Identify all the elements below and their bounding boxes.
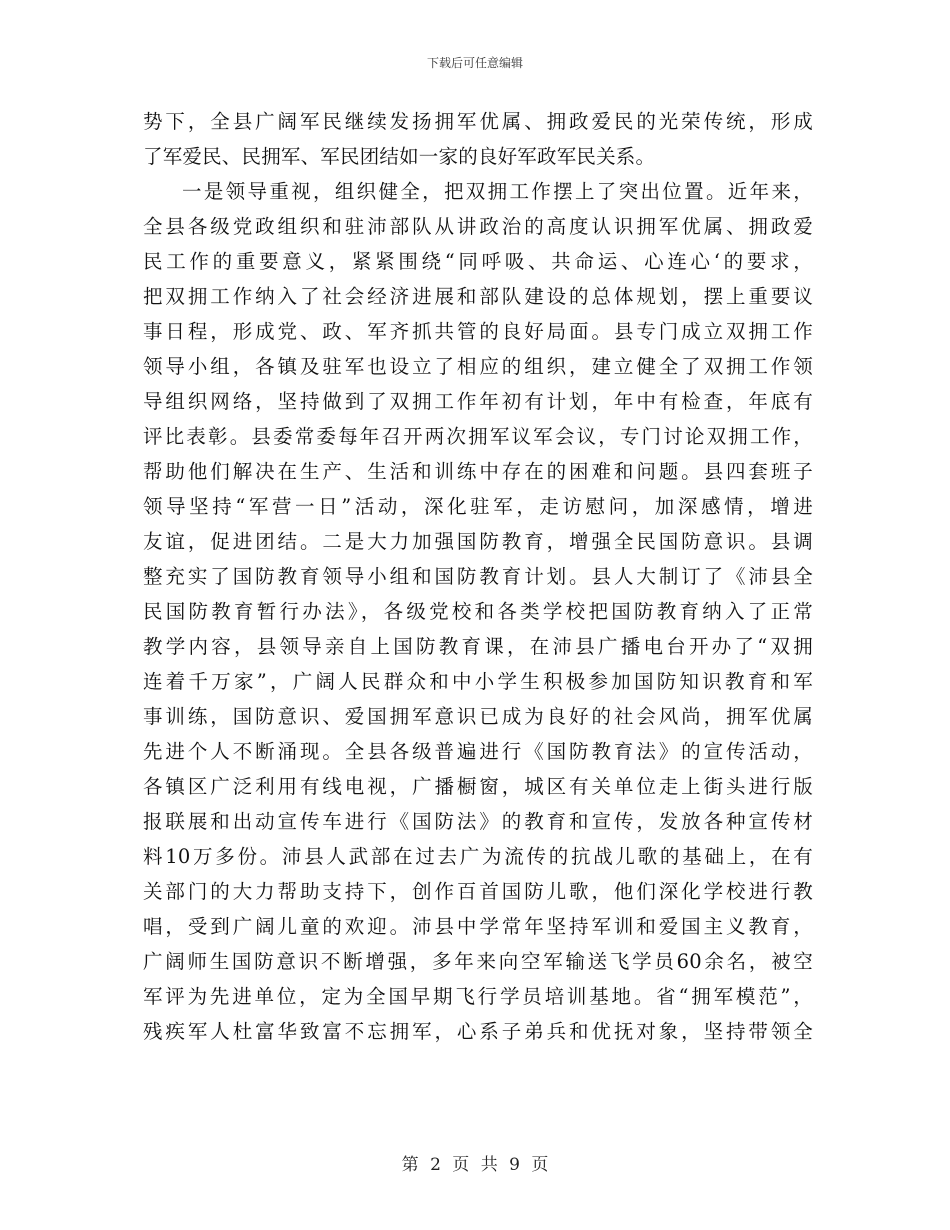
text-line: 教学内容，县领导亲自上国防教育课，在沛县广播电台开办了“双拥: [143, 635, 813, 658]
text-line: 关部门的大力帮助支持下，创作百首国防儿歌，他们深化学校进行教: [143, 880, 813, 903]
text-line: 料10万多份。沛县人武部在过去广为流传的抗战儿歌的基础上，在有: [143, 845, 813, 868]
text-line: 评比表彰。县委常委每年召开两次拥军议军会议，专门讨论双拥工作，: [143, 425, 813, 448]
text-line: 一是领导重视，组织健全，把双拥工作摆上了突出位置。近年来，: [182, 180, 813, 203]
page-header: 下载后可任意编辑: [426, 56, 523, 70]
text-line: 先进个人不断涌现。全县各级普遍进行《国防教育法》的宣传活动，: [143, 740, 813, 763]
text-line: 导组织网络，坚持做到了双拥工作年初有计划，年中有检查，年底有: [143, 390, 813, 413]
text-line: 民工作的重要意义，紧紧围绕“同呼吸、共命运、心连心‘的要求，: [143, 250, 813, 273]
text-line: 事日程，形成党、政、军齐抓共管的良好局面。县专门成立双拥工作: [143, 320, 813, 343]
text-line: 各镇区广泛利用有线电视，广播橱窗，城区有关单位走上街头进行版: [143, 775, 813, 798]
text-line: 把双拥工作纳入了社会经济进展和部队建设的总体规划，摆上重要议: [143, 285, 813, 308]
text-line: 民国防教育暂行办法》，各级党校和各类学校把国防教育纳入了正常: [143, 600, 813, 623]
text-line: 整充实了国防教育领导小组和国防教育计划。县人大制订了《沛县全: [143, 565, 813, 588]
text-line: 连着千万家”，广阔人民群众和中小学生积极参加国防知识教育和军: [143, 670, 813, 693]
text-line: 事训练，国防意识、爱国拥军意识已成为良好的社会风尚，拥军优属: [143, 705, 813, 728]
text-line: 广阔师生国防意识不断增强，多年来向空军输送飞学员60余名，被空: [143, 950, 813, 973]
text-line: 军评为先进单位，定为全国早期飞行学员培训基地。省“拥军模范”，: [143, 985, 813, 1008]
text-line: 全县各级党政组织和驻沛部队从讲政治的高度认识拥军优属、拥政爱: [143, 215, 813, 238]
text-line: 了军爱民、民拥军、军民团结如一家的良好军政军民关系。: [143, 145, 656, 168]
text-line: 唱，受到广阔儿童的欢迎。沛县中学常年坚持军训和爱国主义教育，: [143, 915, 813, 938]
text-line: 领导小组，各镇及驻军也设立了相应的组织，建立健全了双拥工作领: [143, 355, 813, 378]
document-body: [143, 104, 813, 1049]
text-line: 友谊，促进团结。二是大力加强国防教育，增强全民国防意识。县调: [143, 530, 813, 553]
text-line: 残疾军人杜富华致富不忘拥军，心系子弟兵和优抚对象，坚持带领全: [143, 1020, 813, 1043]
page-number-footer: 第 2 页 共 9 页: [401, 1155, 549, 1175]
text-line: 领导坚持“军营一日”活动，深化驻军，走访慰问，加深感情，增进: [143, 495, 813, 518]
text-line: 报联展和出动宣传车进行《国防法》的教育和宣传，发放各种宣传材: [143, 810, 813, 833]
text-line: 势下，全县广阔军民继续发扬拥军优属、拥政爱民的光荣传统，形成: [143, 110, 813, 133]
text-line: 帮助他们解决在生产、生活和训练中存在的困难和问题。县四套班子: [143, 460, 813, 483]
